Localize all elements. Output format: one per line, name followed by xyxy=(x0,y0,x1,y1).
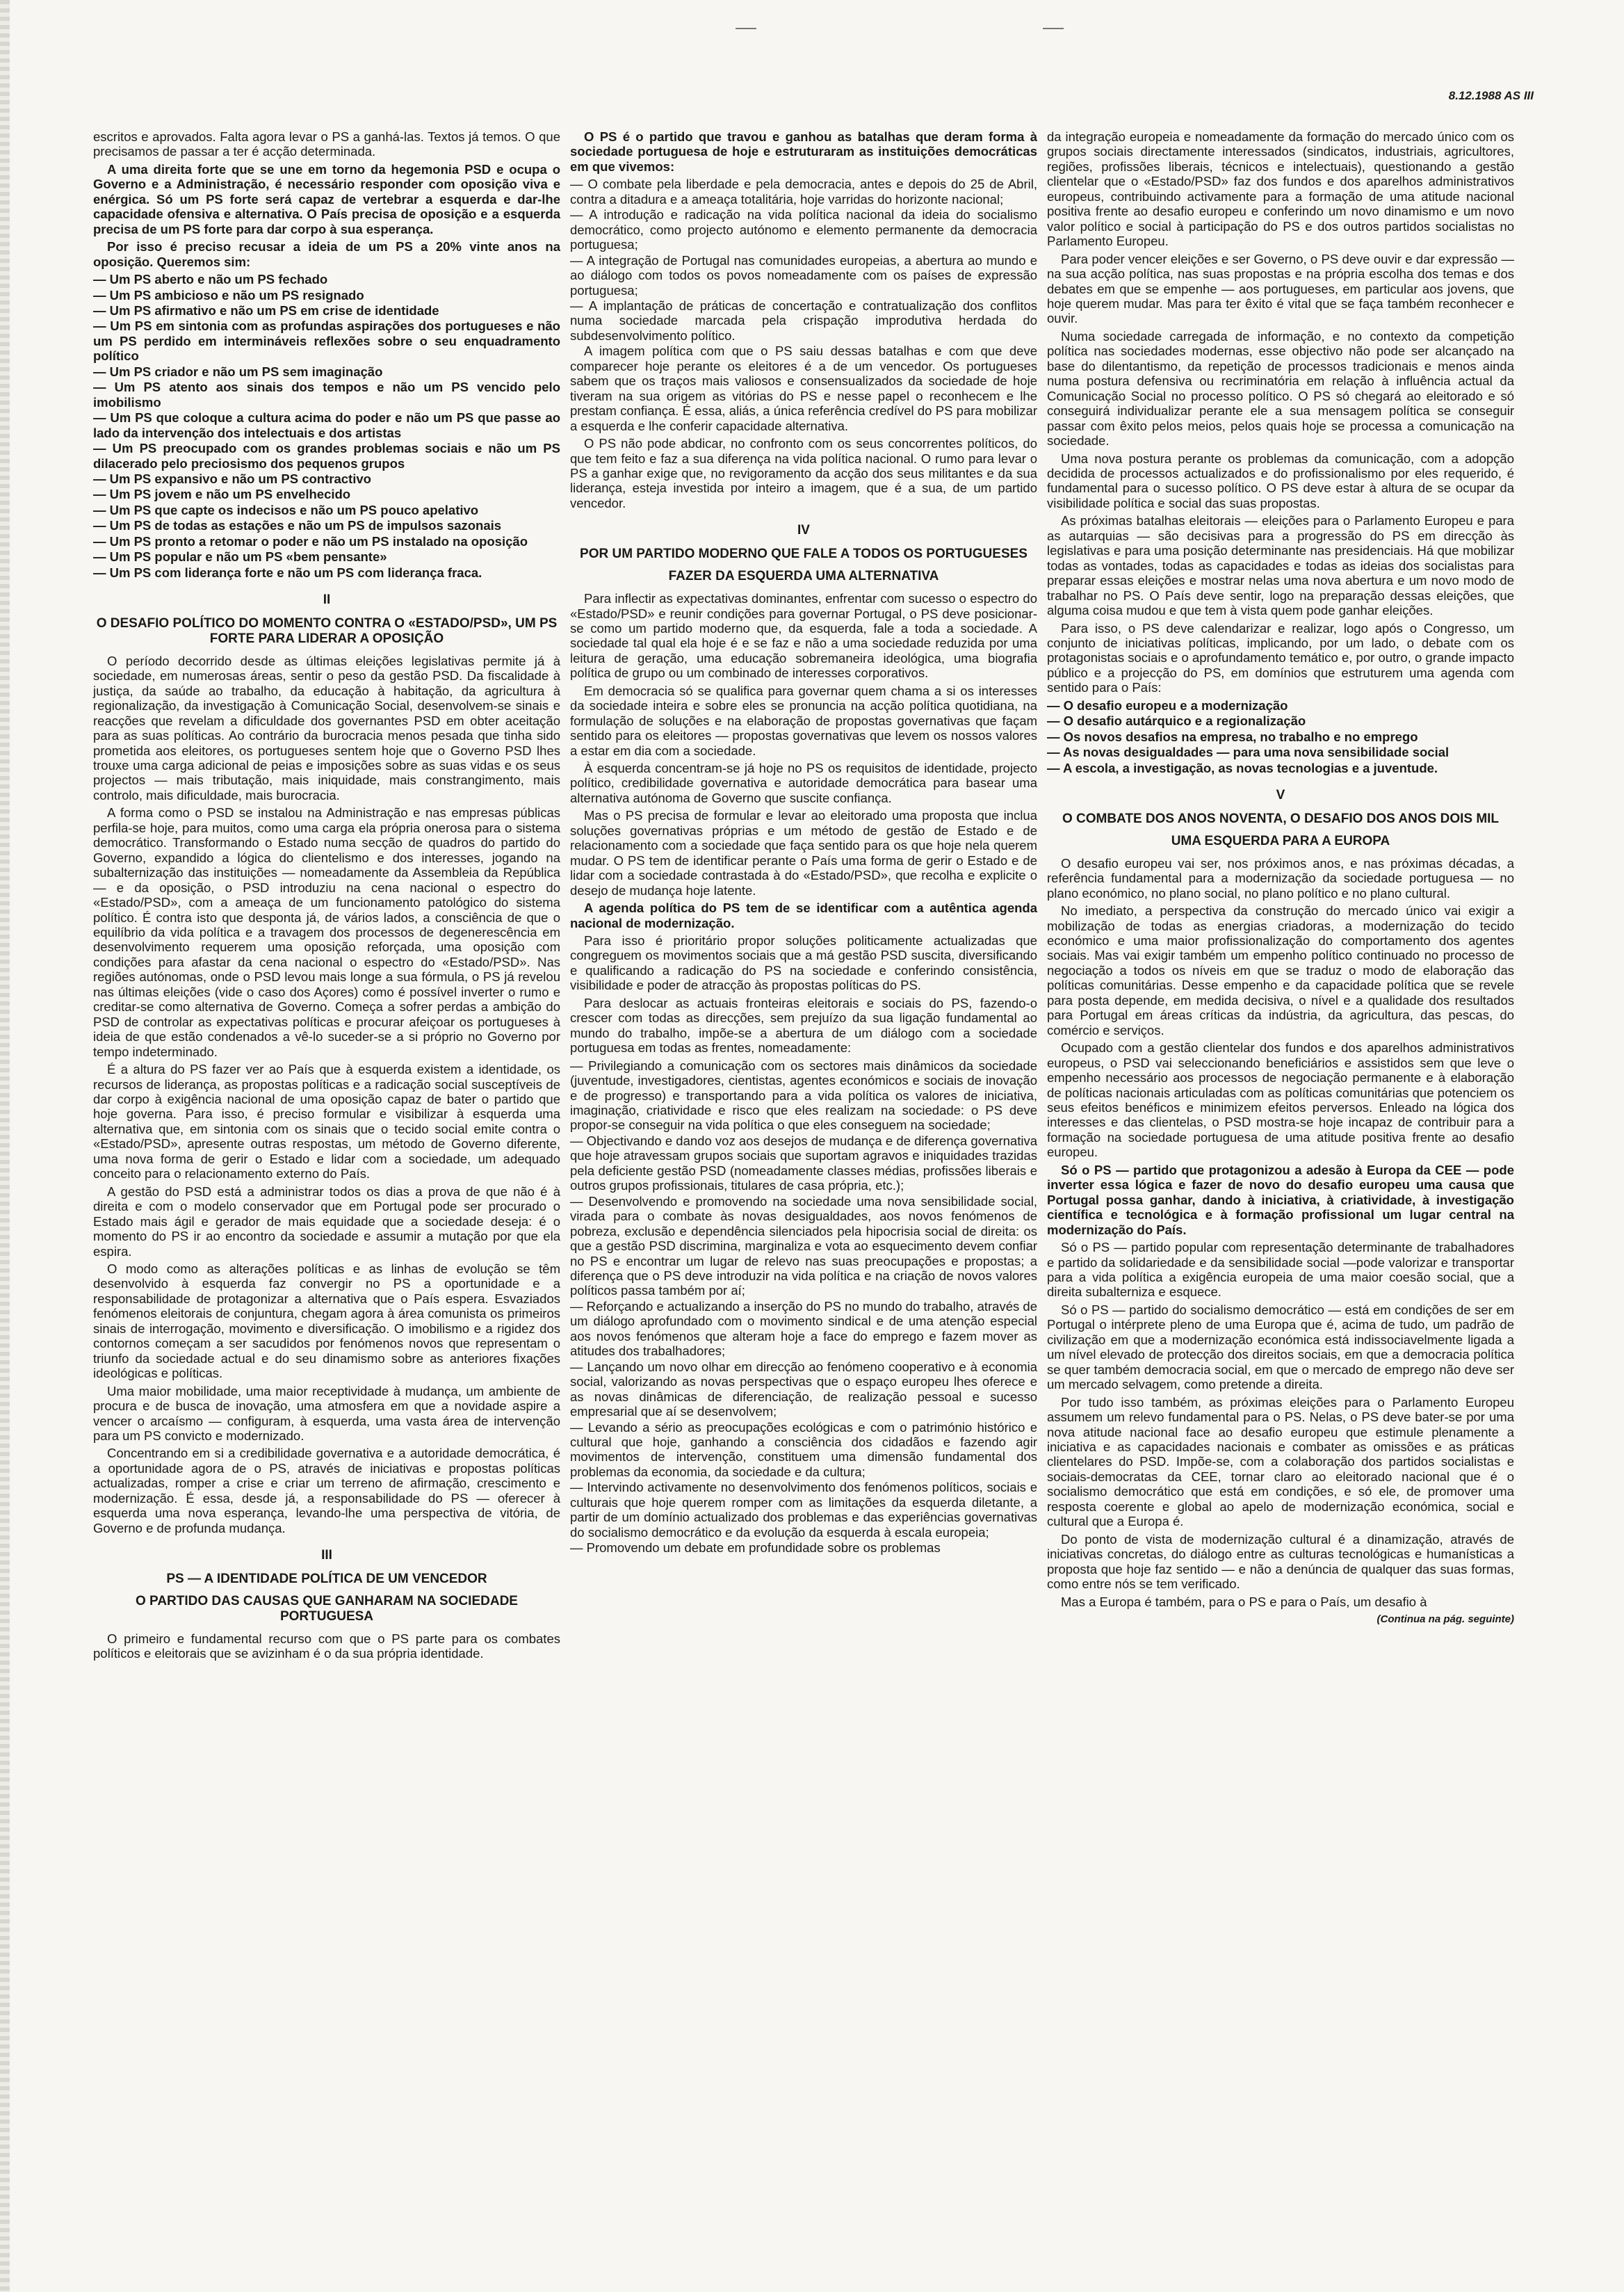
paragraph: O primeiro e fundamental recurso com que o PS parte para os combates políticos e eleitorais que se avizinham é o da sua própria identidade. xyxy=(93,1631,560,1661)
list-item: — Os novos desafios na empresa, no trabalho e no emprego xyxy=(1047,729,1418,744)
paragraph: As próximas batalhas eleitorais — eleições para o Parlamento Europeu e para as autarquias — são decisivas para a progressão do PS em direcção às legislativas e para uma posição determinante nas presidenciais. Há que mobilizar todas as vontades, todas as capacidades e todas as ideias dos socialistas para preparar essas eleições e mostrar nelas uma nova abertura e um novo modo de trabalhar no PS. O País deve sentir, logo na preparação dessas eleições, que alguma coisa mudou e que tem à vista quem pode ganhar eleições. xyxy=(1047,513,1514,618)
list-item: — Reforçando e actualizando a inserção do PS no mundo do trabalho, através de um diálogo aprofundado com o movimento sindical e de uma atenção especial aos novos fenómenos que alteram hoje a face do emprego e fazem mover as atitudes dos trabalhadores; xyxy=(570,1298,1037,1359)
paragraph: Por isso é preciso recusar a ideia de um PS a 20% vinte anos na oposição. Queremos sim: xyxy=(93,239,560,269)
section-subtitle: UMA ESQUERDA PARA A EUROPA xyxy=(1171,833,1390,848)
list-item: — Um PS jovem e não um PS envelhecido xyxy=(93,487,351,502)
paragraph: Do ponto de vista de modernização cultural é a dinamização, através de iniciativas concretas, do diálogo entre as culturas tecnológicas e humanísticas a proposta que hoje faz sentido — e não a denúncia de qualquer das suas formas, como entre nós se tem verificado. xyxy=(1047,1531,1514,1592)
section-subtitle: FAZER DA ESQUERDA UMA ALTERNATIVA xyxy=(668,569,939,584)
paragraph: Para deslocar as actuais fronteiras eleitorais e sociais do PS, fazendo-o crescer com todas as direcções, sem prejuízo da sua ligação fundamental ao mundo do trabalho, impõe-se a abertura de um diálogo com a sociedade portuguesa em todas as frentes, nomeadamente: xyxy=(570,995,1037,1056)
list-item: — A implantação de práticas de concertação e contratualização dos conflitos numa sociedade marcada pela crispação improdutiva herdada do subdesenvolvimento político. xyxy=(570,298,1037,343)
section-number: II xyxy=(323,592,331,608)
section-number: V xyxy=(1276,788,1285,803)
list-item: — Um PS de todas as estações e não um PS de impulsos sazonais xyxy=(93,518,502,533)
column-3 xyxy=(1047,129,1514,1625)
section-title: O COMBATE DOS ANOS NOVENTA, O DESAFIO DOS ANOS DOIS MIL xyxy=(1062,812,1500,827)
paragraph: À esquerda concentram-se já hoje no PS os requisitos de identidade, projecto político, credibilidade governativa e autoridade democrática para basear uma alternativa autónoma de Governo que suscite confiança. xyxy=(570,761,1037,805)
list-item: — Um PS afirmativo e não um PS em crise de identidade xyxy=(93,302,439,318)
paragraph: O período decorrido desde as últimas eleições legislativas permite já à sociedade, em numerosas áreas, sentir o peso da gestão PSD. Da fiscalidade à justiça, da saúde ao trabalho, da educação à habitação, da agricultura à regionalização, da investigação à Comunicação Social, desenvolvem-se sinais e reacções que revelam a dificuldade dos governantes PSD em obter aceitação para as suas políticas. Ao contrário da burocracia menos pesada que tinha sido prometida aos eleitores, os portugueses sentem hoje que o Governo PSD lhes trouxe uma carga adicional de peias e imposições sobre as suas vidas e os seus projectos — mais tributação, mais iniquidade, mais constrangimento, mais controlo, mais dificuldade, mais burocracia. xyxy=(93,653,560,802)
column-2 xyxy=(570,129,1037,1556)
paragraph: da integração europeia e nomeadamente da formação do mercado único com os grupos sociais directamente interessados (sindicatos, industriais, agricultores, regiões, profissões liberais, técnicos e intelectuais), questionando a gestão clientelar que o «Estado/PSD» faz dos fundos e dos aparelhos administrativos europeus, contribuindo activamente para a formação de uma atitude nacional positiva frente ao desafio europeu e conferindo um novo dinamismo e um novo valor político e social à participação do PS e dos outros partidos socialistas no Parlamento Europeu. xyxy=(1047,129,1514,249)
section-number: III xyxy=(321,1548,332,1563)
section-number: IV xyxy=(797,523,810,538)
paragraph: Concentrando em si a credibilidade governativa e a autoridade democrática, é a oportunidade agora de o PS, através de iniciativas e propostas políticas actualizadas, romper a crise e criar um terreno de afirmação, crescimento e modernização. É essa, desde já, a responsabilidade do PS — oferecer à esquerda uma nova esperança, levando-lhe uma perspectiva de vitória, de Governo e de profunda mudança. xyxy=(93,1446,560,1535)
paragraph: Mas a Europa é também, para o PS e para o País, um desafio à xyxy=(1061,1594,1427,1609)
list-item: — Objectivando e dando voz aos desejos de mudança e de diferença governativa que hoje atravessam grupos sociais que suportam agravos e iniquidades trazidas pela deficiente gestão PSD (nomeadamente classes médias, profissões liberais e outros grupos profissionais, titulares de casa própria, etc.); xyxy=(570,1133,1037,1193)
paragraph: Uma nova postura perante os problemas da comunicação, com a adopção decidida de processos actualizados e do profissionalismo por eles requerido, é fundamental para o sucesso político. O PS deve estar à altura de se ocupar da visibilidade política e social das suas propostas. xyxy=(1047,451,1514,510)
paragraph: Só o PS — partido que protagonizou a adesão à Europa da CEE — pode inverter essa lógica e fazer de novo do desafio europeu uma causa que Portugal possa ganhar, dando à iniciativa, à criatividade, à investigação científica e tecnológica e à formação profissional um lugar central na modernização do País. xyxy=(1047,1162,1514,1237)
paragraph: O desafio europeu vai ser, nos próximos anos, e nas próximas décadas, a referência fundamental para a modernização da sociedade portuguesa — no plano económico, no plano social, no plano político e no plano cultural. xyxy=(1047,855,1514,901)
list-item: — Intervindo activamente no desenvolvimento dos fenómenos políticos, sociais e culturais que hoje querem romper com as limitações da esquerda diletante, a partir de um domínio actualizado dos problemas e das experiências governativas do socialismo democrático e da evolução da esquerda à escala europeia; xyxy=(570,1480,1037,1540)
list-item: — Um PS aberto e não um PS fechado xyxy=(93,272,328,287)
paragraph: A forma como o PSD se instalou na Administração e nas empresas públicas perfila-se hoje, para muitos, como uma carga ela própria onerosa para o sistema democrático. Transformando o Estado numa secção de quadros do partido do Governo, expandido a lógica do clientelismo e dos interesses, jogando na subalternização das instituições — nomeadamente da Assembleia da República — e da oposição, o PSD introduziu na cena nacional o espectro do «Estado/PSD», com a ameaça de um funcionamento patológico do sistema político. É contra isto que desponta já, de vários lados, a consciência de que o equilíbrio da vida política e a travagem dos processos de degenerescência em desenvolvimento requerem uma oposição reforçada, uma oposição com condições para afastar da cena nacional o espectro do «Estado/PSD». Nas regiões autónomas, onde o PSD levou mais longe a sua fórmula, o PS já revelou nas últimas eleições (vide o caso dos Açores) como é possível inverter o rumo e creditar-se como alternativa de Governo. Começa a sofrer perdas a ambição do PSD de controlar as expectativas políticas e procurar afeiçoar os portugueses à ideia de que estão condenados a vê-lo suceder-se a si próprio no Governo por tempo indeterminado. xyxy=(93,805,560,1059)
list-item: — Promovendo um debate em profundidade sobre os problemas xyxy=(570,1540,941,1556)
paragraph: Ocupado com a gestão clientelar dos fundos e dos aparelhos administrativos europeus, o PSD vai seleccionando beneficiários e assistidos sem que leve o empenho necessário aos processos de negociação permanente e à elaboração de políticas nacionais articuladas com as políticas comunitárias que potenciem os seus efeitos benéficos e minimizem efeitos perversos. Enleado na lógica dos interesses e das clientelas, o PSD mostra-se hoje incapaz de contribuir para a formação na sociedade portuguesa de uma atitude positiva frente ao desafio europeu. xyxy=(1047,1040,1514,1160)
section-title: O DESAFIO POLÍTICO DO MOMENTO CONTRA O «ESTADO/PSD», UM PS FORTE PARA LIDERAR A OPOSIÇÃO xyxy=(96,616,558,647)
list-item: — Um PS com liderança forte e não um PS com liderança fraca. xyxy=(93,565,482,580)
section-title: PS — A IDENTIDADE POLÍTICA DE UM VENCEDOR xyxy=(166,1572,487,1587)
paragraph: Para isso, o PS deve calendarizar e realizar, logo após o Congresso, um conjunto de iniciativas políticas, implicando, por um lado, o debate com os protagonistas sociais e o aprofundamento temático e, por outro, o grande impacto público e a projecção do PS, em domínios que estruturem uma agenda com sentido para o País: xyxy=(1047,620,1514,695)
list-item: — A introdução e radicação na vida política nacional da ideia do socialismo democrático, como projecto autónomo e elemento permanente da democracia portuguesa; xyxy=(570,207,1037,252)
paragraph: O PS é o partido que travou e ganhou as batalhas que deram forma à sociedade portuguesa de hoje e estruturaram as instituições democráticas em que vivemos: xyxy=(570,129,1037,174)
section-subtitle: O PARTIDO DAS CAUSAS QUE GANHARAM NA SOCIEDADE PORTUGUESA xyxy=(136,1594,518,1624)
paragraph: A gestão do PSD está a administrar todos os dias a prova de que não é à direita e com o modelo conservador que em Portugal pode ser procurado o Estado mais ágil e gerador de mais equidade que a sociedade deseja: é o momento do PS ir ao encontro da sociedade e assumir a mutação por que ela espira. xyxy=(93,1184,560,1259)
paragraph: Numa sociedade carregada de informação, e no contexto da competição política nas sociedades modernas, esse objectivo não pode ser alcançado na base do dilentantismo, da repetição de processos tradicionais e menos ainda numa postura defensiva ou recriminatória em relação à influência actual da Comunicação Social no processo político. O PS só chegará ao eleitorado e só conseguirá individualizar perante ele a sua mensagem política se conseguir passar com êxito pelos meios, pelos quais hoje se processa a comunicação na sociedade. xyxy=(1047,328,1514,449)
list-item: — Lançando um novo olhar em direcção ao fenómeno cooperativo e à economia social, valorizando as novas perspectivas que o espaço europeu lhes oferece e as novas dinâmicas de diferenciação, de realização pessoal e sucesso empresarial que aí se desenvolvem; xyxy=(570,1359,1037,1419)
paragraph: A imagem política com que o PS saiu dessas batalhas e com que deve comparecer hoje perante os eleitores é a de um vencedor. Os portugueses sabem que os traços mais valiosos e consensualizados da sociedade de hoje tiveram na sua origem as vitórias do PS e nesse papel o reconhecem e lhe prestam confiança. É essa, aliás, a única referência credível do PS para mobilizar a esquerda e lhe conferir capacidade alternativa. xyxy=(570,344,1037,433)
page-date: 8.12.1988 AS III xyxy=(1448,89,1534,102)
paragraph: Em democracia só se qualifica para governar quem chama a si os interesses da sociedade inteira e sobre eles se pronuncia na acção política quotidiana, na formulação de soluções e na elaboração de propostas governativas que façam sentido para os eleitores — propostas governativas que levem os nossos valores a estar em dia com a sociedade. xyxy=(570,683,1037,758)
paragraph: Uma maior mobilidade, uma maior receptividade à mudança, um ambiente de procura e de busca de inovação, uma atmosfera em que a novidade aspire a vencer o arcaísmo — configuram, à esquerda, uma vasta área de intervenção para um PS convicto e modernizado. xyxy=(93,1383,560,1443)
list-item: — Desenvolvendo e promovendo na sociedade uma nova sensibilidade social, virada para o combate às novas desigualdades, aos novos fenómenos de pobreza, exclusão e dependência silenciados pela hipocrisia social de direita: os que a gestão PSD discrimina, marginaliza e vota ao esquecimento devem confiar no PS e encontrar um lugar de relevo nas suas preocupações e propostas; a diferença que o PS deve introduzir na vida política e na criação de novos valores políticos passa também por aí; xyxy=(570,1193,1037,1298)
list-item: — Um PS criador e não um PS sem imaginação xyxy=(93,364,383,379)
paragraph: É a altura do PS fazer ver ao País que à esquerda existem a identidade, os recursos de liderança, as propostas políticas e a radicação social susceptíveis de dar corpo à exigência nacional de uma oposição capaz de bater o partido que hoje governa. Para isso, é preciso formular e visibilizar à esquerda uma alternativa que, em sintonia com os sinais que o tecido social emite contra o «Estado/PSD», apresente outras respostas, um método de Governo diferente, uma nova forma de gerir o Estado e lidar com a sociedade, um adequado conceito para o relacionamento externo do País. xyxy=(93,1062,560,1181)
list-item: — Um PS expansivo e não um PS contractivo xyxy=(93,471,371,486)
list-item: — Privilegiando a comunicação com os sectores mais dinâmicos da sociedade (juventude, investigadores, cientistas, agentes económicos e sociais de inovação e de progresso) e transportando para a vida política os valores de iniciativa, imaginação, criatividade e risco que eles realizam na sociedade: o PS deve propor-se conseguir na vida política o que eles conseguem na sociedade; xyxy=(570,1058,1037,1133)
paragraph: Só o PS — partido do socialismo democrático — está em condições de ser em Portugal o intérprete pleno de uma Europa que é, acima de tudo, um padrão de civilização em que a modernização económica está indissociavelmente ligada a um nível elevado de protecção dos direitos sociais, em que a democracia política se quer também democracia social, em que o mercado de emprego não deve ser um mercado selvagem, como pretende a direita. xyxy=(1047,1302,1514,1392)
continued-note: (Continua na pág. seguinte) xyxy=(1377,1613,1514,1625)
list-item: — As novas desigualdades — para uma nova sensibilidade social xyxy=(1047,745,1450,760)
paragraph: Mas o PS precisa de formular e levar ao eleitorado uma proposta que inclua soluções governativas próprias e um método de gestão de Estado e de relacionamento com a sociedade que faça sentido para os que hoje nela querem mudar. O PS tem de identificar perante o País uma forma de gerir o Estado e de lidar com a sociedade contrastada à do «Estado/PSD», que recolha e explicite o desejo de mudança hoje latente. xyxy=(570,808,1037,898)
paragraph: A agenda política do PS tem de se identificar com a autêntica agenda nacional de modernização. xyxy=(570,901,1037,930)
paragraph: O PS não pode abdicar, no confronto com os seus concorrentes políticos, do que tem feito e faz a sua diferença na vida política nacional. O rumo para levar o PS a ganhar exige que, no revigoramento da acção dos seus militantes e da sua liderança, esteja investida por inteiro a imagem, que é a sua, de um partido vencedor. xyxy=(570,436,1037,510)
scan-edge xyxy=(0,0,10,2292)
paragraph: Para isso é prioritário propor soluções politicamente actualizadas que congreguem os movimentos sociais que a má gestão PSD suscita, diversificando e qualificando a radicação do PS na sociedade e conferindo consistência, visibilidade e poder de atracção às propostas políticas do PS. xyxy=(570,933,1037,993)
list-item: — Um PS que capte os indecisos e não um PS pouco apelativo xyxy=(93,502,479,517)
list-item: — O desafio autárquico e a regionalização xyxy=(1047,713,1306,729)
column-1 xyxy=(93,129,560,1664)
paragraph: A uma direita forte que se une em torno da hegemonia PSD e ocupa o Governo e a Administração, é necessário responder com oposição viva e enérgica. Só um PS forte será capaz de vertebrar a esquerda e dar-lhe capacidade ofensiva e alternativa. O País precisa de oposição e a esquerda precisa de um PS forte para dar corpo à sua esperança. xyxy=(93,161,560,236)
paragraph: O modo como as alterações políticas e as linhas de evolução se têm desenvolvido à esquerda faz convergir no PS a oportunidade e a responsabilidade de protagonizar a alternativa que o País espera. Esvaziados fenómenos eleitorais de conjuntura, chegam agora à área comunista os primeiros sinais de interrogação, movimento e diversificação. O imobilismo e a rigidez dos contornos começam a ser sacudidos por fenómenos novos que representam o triunfo da sociedade actual e do seu dinamismo sobre as anteriores fixações ideológicas e políticas. xyxy=(93,1261,560,1381)
section-title: POR UM PARTIDO MODERNO QUE FALE A TODOS OS PORTUGUESES xyxy=(580,547,1028,562)
list-item: — O desafio europeu e a modernização xyxy=(1047,697,1288,713)
paragraph: No imediato, a perspectiva da construção do mercado único vai exigir a mobilização de todas as energias criadoras, a modernização do tecido económico e uma maior profissionalização do comportamento dos agentes sociais. Mas vai exigir também um empenho político continuado no processo de negociação a todos os níveis em que se traduz o modo de elaboração das políticas comunitárias. Desse empenho e da capacidade política que se revele para posta depende, em medida decisiva, o nível e a qualidade dos resultados para Portugal em áreas críticas da indústria, da agricultura, das pescas, do comércio e serviços. xyxy=(1047,903,1514,1038)
list-item: — Um PS que coloque a cultura acima do poder e não um PS que passe ao lado da intervenção dos intelectuais e dos artistas xyxy=(93,410,560,440)
paragraph: Só o PS — partido popular com representação determinante de trabalhadores e partido da solidariedade e da sensibilidade social —pode valorizar e transportar para a vida política a exigência europeia de uma maior coesão social, que a direita subalterniza e esquece. xyxy=(1047,1240,1514,1300)
list-item: — Levando a sério as preocupações ecológicas e com o património histórico e cultural que hoje, ganhando a consciência dos cidadãos e fazendo agir movimentos de intervenção, constituem uma dimensão fundamental dos problemas da economia, da sociedade e da cultura; xyxy=(570,1419,1037,1479)
paragraph: Por tudo isso também, as próximas eleições para o Parlamento Europeu assumem um relevo fundamental para o PS. Nelas, o PS deve bater-se por uma nova atitude nacional face ao desafio europeu que estimule plenamente a iniciativa e as capacidades nacionais e combater as omissões e as práticas clientelares do PSD. Impõe-se, com a colaboração dos partidos socialistas e sociais-democratas da CEE, tornar claro ao eleitorado nacional que é o socialismo democrático que está em condições, e só ele, de promover uma resposta coerente e global ao apelo de modernização económica, social e cultural que a Europa é. xyxy=(1047,1394,1514,1529)
list-item: — Um PS preocupado com os grandes problemas sociais e não um PS dilacerado pelo preciosismo dos pequenos grupos xyxy=(93,441,560,471)
list-item: — Um PS ambicioso e não um PS resignado xyxy=(93,287,364,302)
list-item: — Um PS pronto a retomar o poder e não um PS instalado na oposição xyxy=(93,533,528,549)
list-item: — Um PS atento aos sinais dos tempos e não um PS vencido pelo imobilismo xyxy=(93,380,560,410)
list-item: — A integração de Portugal nas comunidades europeias, a abertura ao mundo e ao diálogo com todos os povos nomeadamente com os países de expressão portuguesa; xyxy=(570,252,1037,298)
list-item: — Um PS em sintonia com as profundas aspirações dos portugueses e não um PS perdido em intermináveis reflexões sobre o seu enquadramento político xyxy=(93,318,560,364)
top-crop-mark xyxy=(736,28,756,29)
top-crop-mark xyxy=(1043,28,1064,29)
list-item: — Um PS popular e não um PS «bem pensante» xyxy=(93,549,387,565)
paragraph: escritos e aprovados. Falta agora levar o PS a ganhá-las. Textos já temos. O que precisamos de passar a ter é acção determinada. xyxy=(93,129,560,159)
list-item: — O combate pela liberdade e pela democracia, antes e depois do 25 de Abril, contra a ditadura e a ameaça totalitária, hoje varridas do horizonte nacional; xyxy=(570,177,1037,207)
paragraph: Para poder vencer eleições e ser Governo, o PS deve ouvir e dar expressão — na sua acção política, nas suas propostas e na própria escolha dos temas e dos debates em que se empenhe — aos portugueses, em particular aos jovens, que hoje querem mudar. Mas para ter êxito é vital que se faça também reconhecer e ouvir. xyxy=(1047,251,1514,326)
paragraph: Para inflectir as expectativas dominantes, enfrentar com sucesso o espectro do «Estado/PSD» e reunir condições para governar Portugal, o PS deve posicionar-se como um partido moderno que, da esquerda, fale a toda a sociedade. A sociedade tal qual ela hoje é e se faz e não a uma sociedade reduzida por uma leitura de geração, uma educação sobremaneira ideológica, uma biografia política de grupo ou um combinado de interesses corporativos. xyxy=(570,591,1037,681)
list-item: — A escola, a investigação, as novas tecnologias e a juventude. xyxy=(1047,760,1438,775)
